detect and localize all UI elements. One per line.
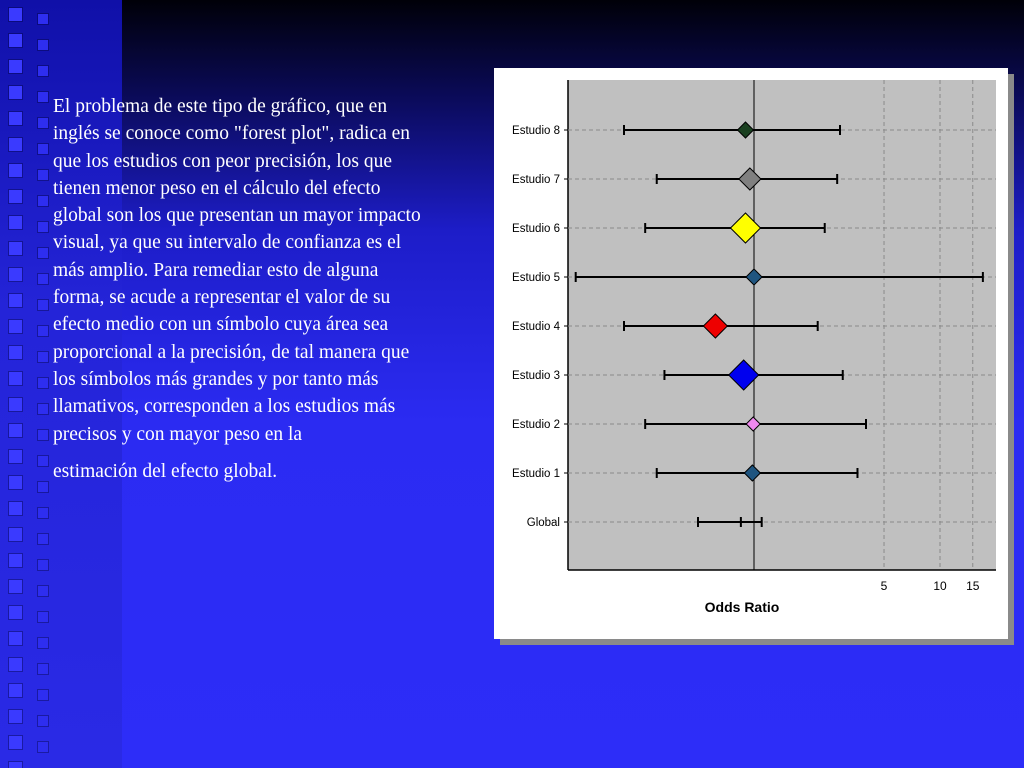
decorative-square [9, 8, 22, 21]
decorative-square [38, 638, 48, 648]
study-label: Estudio 7 [512, 174, 560, 186]
decorative-square [38, 66, 48, 76]
slide-body-text [53, 93, 433, 485]
decorative-square [9, 164, 22, 177]
decorative-square [38, 326, 48, 336]
decorative-square [9, 216, 22, 229]
decorative-square [9, 268, 22, 281]
decorative-square [38, 508, 48, 518]
decorative-square [38, 586, 48, 596]
decorative-square [9, 658, 22, 671]
decorative-square [9, 762, 22, 768]
decorative-square [38, 274, 48, 284]
decorative-square [38, 378, 48, 388]
decorative-square [9, 86, 22, 99]
decorative-square [38, 612, 48, 622]
decorative-square [38, 742, 48, 752]
decorative-squares [9, 0, 29, 768]
decorative-square [9, 242, 22, 255]
decorative-square [9, 710, 22, 723]
decorative-square [9, 34, 22, 47]
decorative-square [9, 398, 22, 411]
study-label: Global [526, 517, 560, 529]
decorative-square [9, 424, 22, 437]
study-label: Estudio 1 [512, 468, 560, 480]
decorative-square [38, 222, 48, 232]
x-tick-label: 5 [880, 579, 888, 593]
decorative-square [9, 112, 22, 125]
decorative-square [38, 716, 48, 726]
paragraph-tail: estimación del efecto global. [53, 460, 278, 482]
decorative-square [38, 92, 48, 102]
decorative-square [9, 190, 22, 203]
decorative-square [9, 346, 22, 359]
study-label: Estudio 6 [512, 223, 560, 235]
decorative-square [38, 690, 48, 700]
decorative-square [38, 14, 48, 24]
decorative-square [9, 372, 22, 385]
x-axis-title: Odds Ratio [704, 599, 780, 615]
decorative-square [38, 196, 48, 206]
decorative-square [9, 684, 22, 697]
decorative-square [38, 404, 48, 414]
decorative-square [38, 40, 48, 50]
decorative-square [38, 352, 48, 362]
decorative-square [38, 300, 48, 310]
study-label: Estudio 2 [512, 419, 560, 431]
decorative-square [38, 430, 48, 440]
decorative-square [9, 138, 22, 151]
decorative-square [9, 502, 22, 515]
decorative-square [9, 554, 22, 567]
forest-plot-card [494, 68, 1008, 639]
decorative-square [38, 248, 48, 258]
study-label: Estudio 3 [512, 370, 560, 382]
decorative-square [38, 144, 48, 154]
decorative-square [9, 320, 22, 333]
study-label: Estudio 5 [512, 272, 560, 284]
decorative-square [38, 560, 48, 570]
decorative-square [38, 170, 48, 180]
forest-plot [494, 68, 1008, 639]
paragraph: El problema de este tipo de gráfico, que en inglés se conoce como "forest plot", radica en que los estudios con peor precisión, los que tienen menor peso en el cálculo del efecto global son los que presentan un mayor impacto visual, ya que su intervalo de confianza es el más amplio. Para remediar esto de alguna forma, se acude a representar el valor de su efecto medio con un símbolo cuya área sea proporcional a la precisión, de tal manera que los símbolos más grandes y por tanto más llamativos, corresponden a los estudios más precisos y con mayor peso en la [53, 96, 421, 445]
decorative-square [9, 450, 22, 463]
decorative-square [9, 580, 22, 593]
decorative-square [38, 456, 48, 466]
decorative-square [9, 736, 22, 749]
x-tick-label: 15 [966, 579, 980, 593]
decorative-square [9, 528, 22, 541]
decorative-square [9, 294, 22, 307]
x-tick-label: 10 [933, 579, 947, 593]
decorative-square [9, 476, 22, 489]
decorative-square [9, 632, 22, 645]
study-label: Estudio 8 [512, 125, 560, 137]
decorative-square [38, 534, 48, 544]
decorative-square [38, 664, 48, 674]
decorative-square [9, 606, 22, 619]
decorative-square [38, 118, 48, 128]
decorative-square [9, 60, 22, 73]
study-label: Estudio 4 [512, 321, 560, 333]
decorative-square [38, 482, 48, 492]
